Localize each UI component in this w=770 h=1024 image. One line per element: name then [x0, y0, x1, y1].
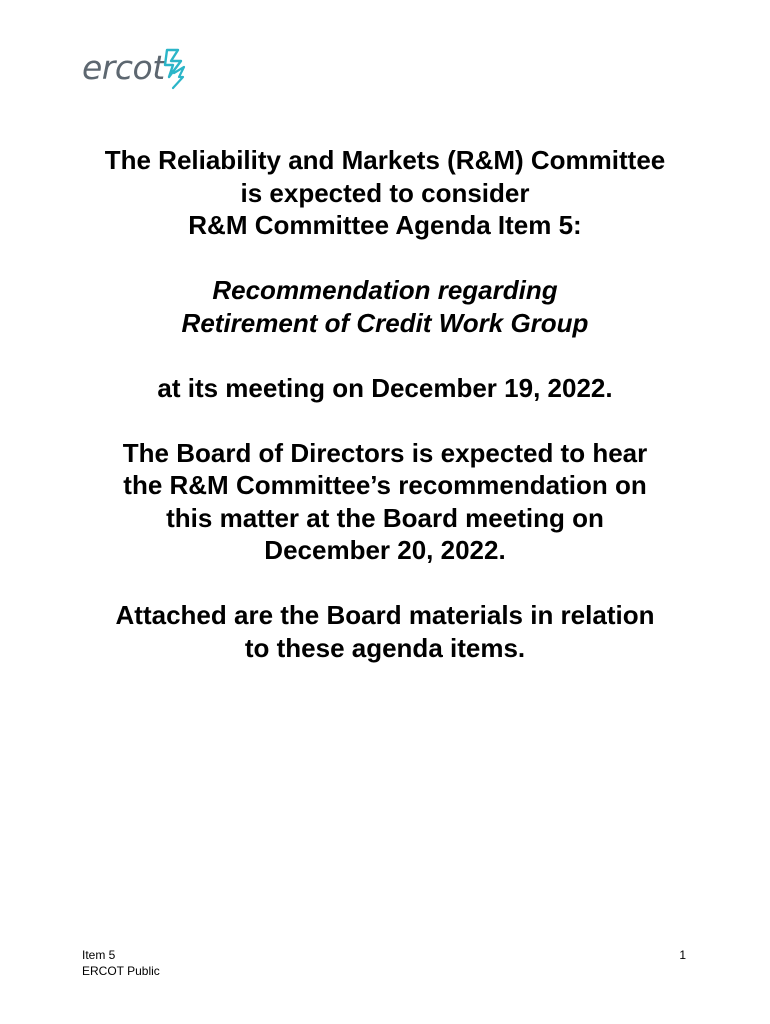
- meeting-date: [60, 372, 710, 405]
- agenda-item-title: [60, 274, 710, 339]
- board-statement: [60, 437, 710, 567]
- page-number: 1: [679, 948, 686, 962]
- board-line: the R&M Committee’s recommendation on: [123, 470, 647, 500]
- item-line: Retirement of Credit Work Group: [181, 307, 589, 338]
- board-line: The Board of Directors is expected to hear: [122, 437, 648, 468]
- bolt-icon: [160, 47, 190, 91]
- title-line: The Reliability and Markets (R&M) Committee: [104, 145, 666, 175]
- attached-line: to these agenda items.: [244, 632, 526, 663]
- title-line: R&M Committee Agenda Item 5:: [188, 210, 582, 240]
- committee-title: [60, 144, 710, 242]
- attached-note: [60, 599, 710, 664]
- ercot-logo: [82, 44, 192, 94]
- logo-wordmark: ercot: [82, 48, 165, 87]
- footer-left: [82, 948, 160, 979]
- document-body: [60, 144, 710, 664]
- item-line: Recommendation regarding: [212, 275, 558, 305]
- title-line: is expected to consider: [240, 177, 530, 208]
- footer-classification: ERCOT Public: [82, 963, 160, 978]
- footer-item: Item 5: [82, 948, 116, 962]
- attached-line: Attached are the Board materials in relation: [115, 600, 655, 630]
- board-line: this matter at the Board meeting on: [166, 502, 604, 533]
- meeting-line: at its meeting on December 19, 2022.: [157, 372, 613, 403]
- board-line: December 20, 2022.: [264, 535, 506, 565]
